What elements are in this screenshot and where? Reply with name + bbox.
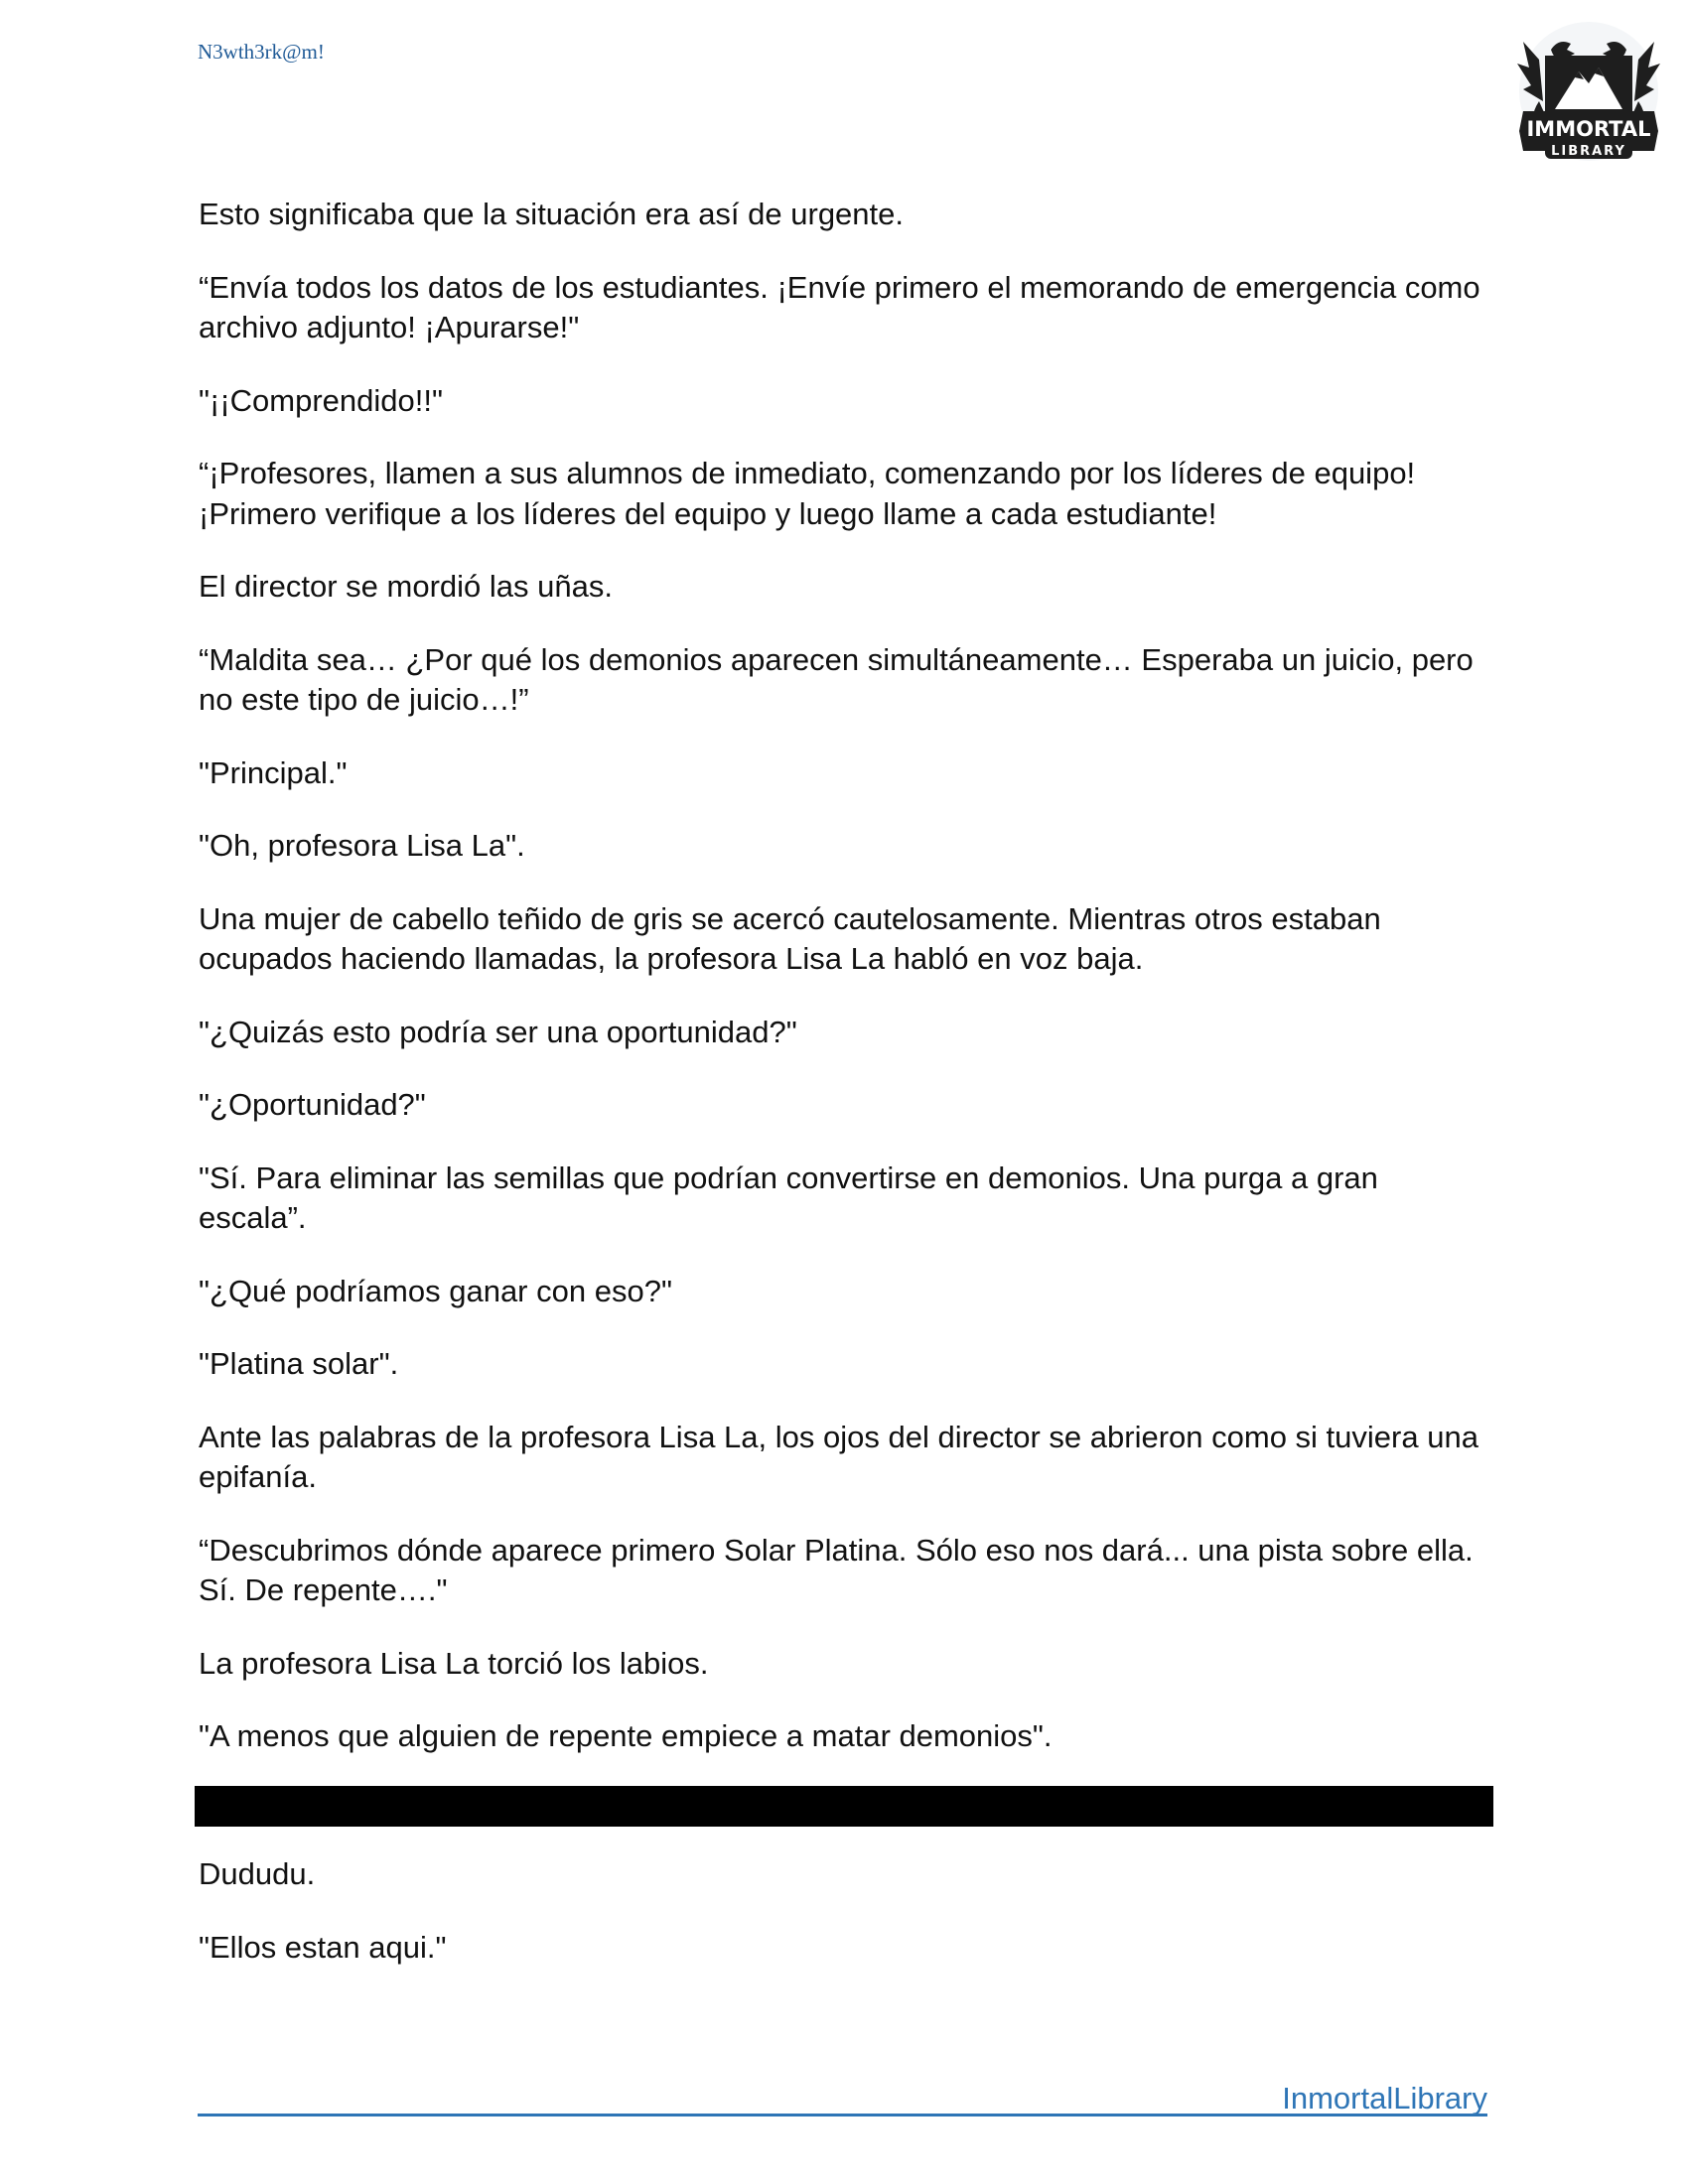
chapter-body bbox=[199, 195, 1489, 1790]
paragraph: "¿Oportunidad?" bbox=[199, 1087, 426, 1122]
paragraph: “Descubrimos dónde aparece primero Solar Platina. Sólo eso nos dará... una pista sobre ella. Sí. De repente…." bbox=[199, 1532, 1474, 1607]
paragraph: Una mujer de cabello teñido de gris se acercó cautelosamente. Mientras otros estaban ocupados haciendo llamadas, la profesora Lisa La habló en voz baja. bbox=[199, 900, 1381, 976]
chapter-body-continued bbox=[199, 1854, 1489, 2000]
paragraph: "¡¡Comprendido!!" bbox=[199, 382, 443, 418]
paragraph: “¡Profesores, llamen a sus alumnos de inmediato, comenzando por los líderes de equipo! ¡Primero verifique a los líderes del equipo y luego llame a cada estudiante! bbox=[199, 456, 1416, 531]
paragraph: “Envía todos los datos de los estudiantes. ¡Envíe primero el memorando de emergencia como archivo adjunto! ¡Apurarse!" bbox=[199, 269, 1480, 344]
paragraph: "A menos que alguien de repente empiece a matar demonios". bbox=[199, 1718, 1053, 1753]
dragon-mountain-emblem-icon bbox=[1509, 20, 1668, 169]
paragraph: "Ellos estan aqui." bbox=[199, 1929, 447, 1965]
paragraph: Esto significaba que la situación era así de urgente. bbox=[199, 197, 905, 231]
paragraph: El director se mordió las uñas. bbox=[199, 569, 613, 604]
logo-line1: IMMORTAL bbox=[1526, 117, 1651, 141]
footer-library-link[interactable]: InmortalLibrary bbox=[1282, 2081, 1487, 2116]
logo-line2: LIBRARY bbox=[1551, 144, 1626, 159]
paragraph: "Principal." bbox=[199, 754, 348, 790]
paragraph: Ante las palabras de la profesora Lisa La, los ojos del director se abrieron como si tuviera una epifanía. bbox=[199, 1419, 1478, 1494]
paragraph: "¿Quizás esto podría ser una oportunidad?" bbox=[199, 1014, 797, 1049]
paragraph: La profesora Lisa La torció los labios. bbox=[199, 1645, 709, 1681]
paragraph: “Maldita sea… ¿Por qué los demonios aparecen simultáneamente… Esperaba un juicio, pero no este tipo de juicio…!” bbox=[199, 641, 1474, 717]
header-tag: N3wth3rk@m! bbox=[198, 40, 325, 64]
scene-break-bar bbox=[195, 1786, 1493, 1827]
paragraph: "Platina solar". bbox=[199, 1346, 399, 1381]
paragraph: "Sí. Para eliminar las semillas que podrían convertirse en demonios. Una purga a gran escala”. bbox=[199, 1160, 1378, 1235]
paragraph: "Oh, profesora Lisa La". bbox=[199, 828, 525, 863]
immortal-library-logo bbox=[1509, 20, 1668, 169]
paragraph: Dududu. bbox=[199, 1856, 316, 1891]
paragraph: "¿Qué podríamos ganar con eso?" bbox=[199, 1273, 672, 1308]
